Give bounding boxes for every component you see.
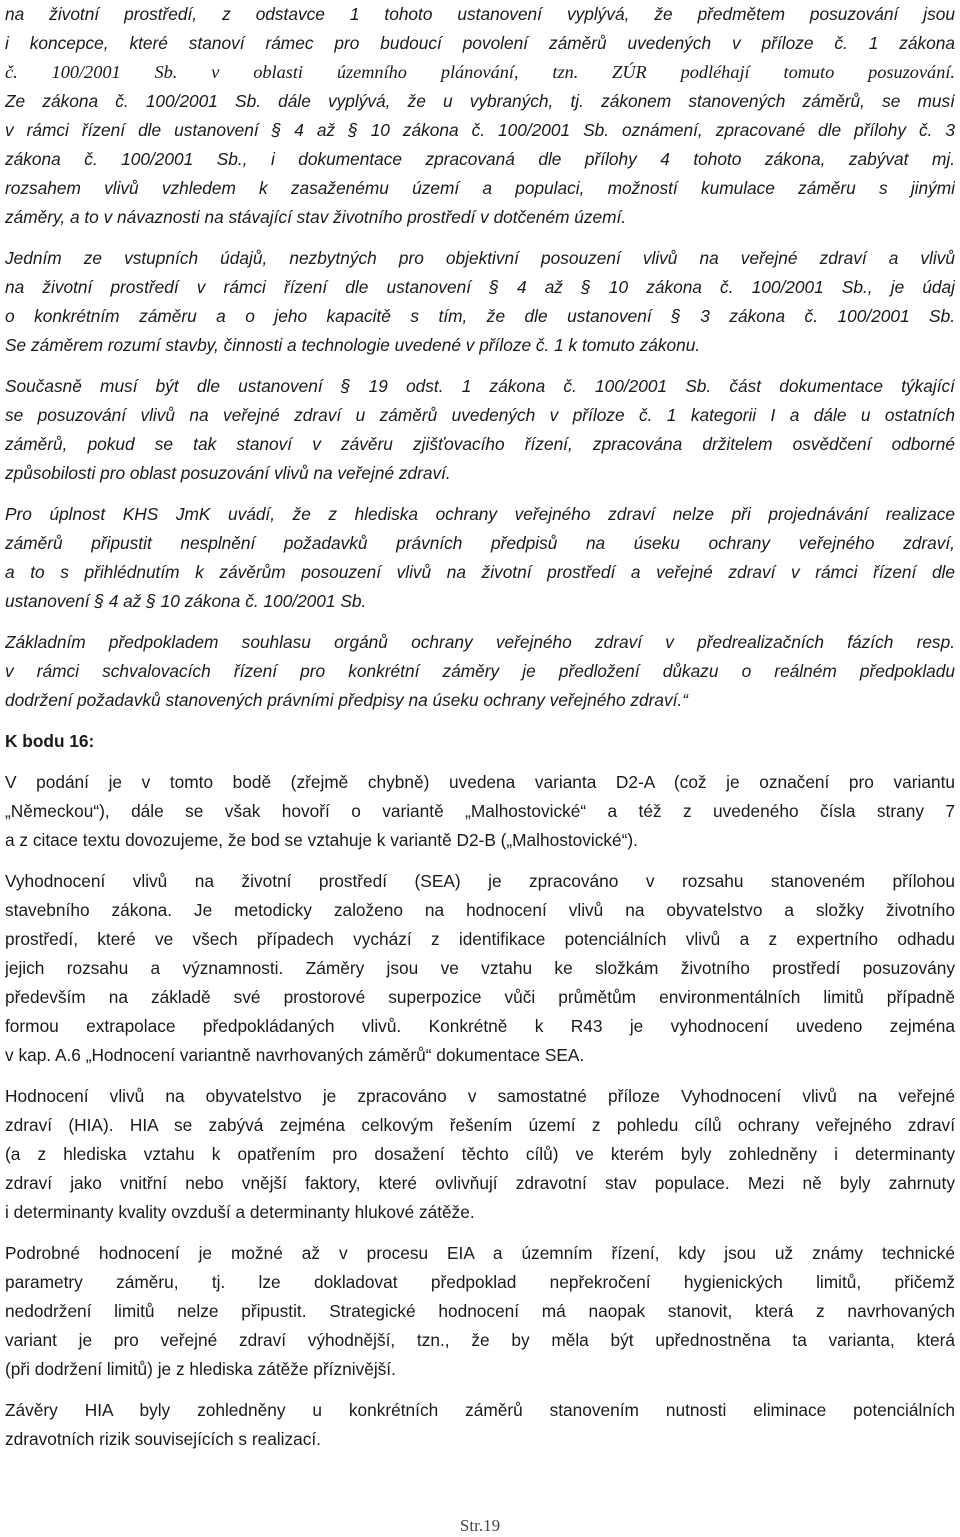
text-run: Pro úplnost KHS JmK uvádí, že z hlediska ochrany veřejného zdraví nelze při projednávání realizace xyxy=(5,504,955,524)
text-line xyxy=(5,145,955,174)
text-run: Ze zákona č. 100/2001 Sb. dále vyplývá, že u vybraných, tj. zákonem stanovených záměrů, se musí xyxy=(5,91,955,111)
text-line xyxy=(5,1425,955,1454)
text-line xyxy=(5,273,955,302)
text-line xyxy=(5,116,955,145)
text-line xyxy=(5,628,955,657)
text-line xyxy=(5,983,955,1012)
text-run: Současně musí být dle ustanovení § 19 odst. 1 zákona č. 100/2001 Sb. část dokumentace týkající xyxy=(5,376,955,396)
document-body xyxy=(5,0,955,1454)
paragraph xyxy=(5,628,955,715)
text-line xyxy=(5,302,955,331)
text-line xyxy=(5,1355,955,1384)
text-line xyxy=(5,174,955,203)
text-run: v kap. A.6 „Hodnocení variantně navrhovaných záměrů“ dokumentace SEA. xyxy=(5,1045,585,1065)
text-line xyxy=(5,686,955,715)
text-line xyxy=(5,954,955,983)
text-run: Jedním ze vstupních údajů, nezbytných pro objektivní posouzení vlivů na veřejné zdraví a vlivů xyxy=(5,248,955,268)
text-line xyxy=(5,867,955,896)
text-run: i koncepce, které stanoví rámec pro budoucí povolení záměrů uvedených v příloze č. 1 zákona xyxy=(5,33,955,53)
text-run: Se záměrem rozumí stavby, činnosti a technologie uvedené v příloze č. 1 k tomuto zákonu. xyxy=(5,335,701,355)
text-run: prostředí, které ve všech případech vychází z identifikace potenciálních vlivů a z expertního odhadu xyxy=(5,929,955,949)
text-run: nedodržení limitů nelze připustit. Strategické hodnocení má naopak stanovit, která z navrhovaných xyxy=(5,1301,955,1321)
text-line xyxy=(5,1297,955,1326)
text-run: stavebního zákona. Je metodicky založeno na hodnocení vlivů na obyvatelstvo a složky životního xyxy=(5,900,955,920)
text-line xyxy=(5,430,955,459)
paragraph xyxy=(5,1082,955,1227)
text-run: Vyhodnocení vlivů na životní prostředí (SEA) je zpracováno v rozsahu stanoveném přílohou xyxy=(5,871,955,891)
text-run: v rámci schvalovacích řízení pro konkrétní záměry je předložení důkazu o reálném předpokladu xyxy=(5,661,955,681)
text-line xyxy=(5,87,955,116)
text-run: na životní prostředí, z odstavce 1 tohoto ustanovení vyplývá, že předmětem posuzování jsou xyxy=(5,4,955,24)
paragraph xyxy=(5,1239,955,1384)
text-run: se posuzování vlivů na veřejné zdraví u záměrů uvedených v příloze č. 1 kategorii I a dále u ostatních xyxy=(5,405,955,425)
text-run: V podání je v tomto bodě (zřejmě chybně) uvedena varianta D2-A (což je označení pro variantu xyxy=(5,772,955,792)
text-run: zákona č. 100/2001 Sb., i dokumentace zpracovaná dle přílohy 4 tohoto zákona, zabývat mj. xyxy=(5,149,955,169)
text-line xyxy=(5,331,955,360)
paragraph xyxy=(5,372,955,488)
text-run: ustanovení § 4 až § 10 zákona č. 100/2001 Sb. xyxy=(5,591,367,611)
text-line xyxy=(5,1169,955,1198)
text-run: (při dodržení limitů) je z hlediska zátěže příznivější. xyxy=(5,1359,396,1379)
text-run: v rámci řízení dle ustanovení § 4 až § 10 zákona č. 100/2001 Sb. oznámení, zpracované dle přílohy č. 3 xyxy=(5,120,955,140)
text-line xyxy=(5,797,955,826)
paragraph xyxy=(5,0,955,232)
text-line xyxy=(5,1082,955,1111)
text-line xyxy=(5,1012,955,1041)
text-line xyxy=(5,558,955,587)
paragraph xyxy=(5,867,955,1070)
paragraph xyxy=(5,727,955,756)
text-line xyxy=(5,1239,955,1268)
text-run: především na základě své prostorové superpozice vůči průmětům environmentálních limitů případně xyxy=(5,987,955,1007)
text-line xyxy=(5,925,955,954)
text-run: záměry, a to v návaznosti na stávající stav životního prostředí v dotčeném území. xyxy=(5,207,627,227)
text-run: záměrů připustit nesplnění požadavků právních předpisů na úseku ochrany veřejného zdraví, xyxy=(5,533,955,553)
text-run: Hodnocení vlivů na obyvatelstvo je zpracováno v samostatné příloze Vyhodnocení vlivů na veřejné xyxy=(5,1086,955,1106)
text-line xyxy=(5,587,955,616)
text-line xyxy=(5,244,955,273)
text-run: dodržení požadavků stanovených právními předpisy na úseku ochrany veřejného zdraví.“ xyxy=(5,690,688,710)
text-run: způsobilosti pro oblast posuzování vlivů na veřejné zdraví. xyxy=(5,463,451,483)
text-run: a z citace textu dovozujeme, že bod se vztahuje k variantě D2-B („Malhostovické“). xyxy=(5,830,638,850)
text-line xyxy=(5,203,955,232)
text-line xyxy=(5,826,955,855)
text-run: Základním předpokladem souhlasu orgánů ochrany veřejného zdraví v předrealizačních fázích resp. xyxy=(5,632,955,652)
text-line xyxy=(5,29,955,58)
text-line xyxy=(5,500,955,529)
document-page xyxy=(5,0,955,1454)
text-run: (a z hlediska vztahu k opatřením pro dosažení těchto cílů) ve kterém byly zohledněny i determinanty xyxy=(5,1144,955,1164)
text-line xyxy=(5,657,955,686)
text-line xyxy=(5,372,955,401)
text-run: variant je pro veřejné zdraví výhodnější, tzn., že by měla být upřednostněna ta varianta, která xyxy=(5,1330,955,1350)
text-line xyxy=(5,1396,955,1425)
text-run: Podrobné hodnocení je možné až v procesu EIA a územním řízení, kdy jsou už známy technické xyxy=(5,1243,955,1263)
text-run: formou extrapolace předpokládaných vlivů. Konkrétně k R43 je vyhodnocení uvedeno zejména xyxy=(5,1016,955,1036)
text-run: zdraví jako vnitřní nebo vnější faktory, které ovlivňují zdravotní stav populace. Mezi ně byly zahrnuty xyxy=(5,1173,955,1193)
text-run: na životní prostředí v rámci řízení dle ustanovení § 4 až § 10 zákona č. 100/2001 Sb., je údaj xyxy=(5,277,955,297)
text-run: jejich rozsahu a významnosti. Záměry jsou ve vztahu ke složkám životního prostředí posuzovány xyxy=(5,958,955,978)
text-line xyxy=(5,1041,955,1070)
text-run: „Německou“), dále se však hovoří o variantě „Malhostovické“ a též z uvedeného čísla strany 7 xyxy=(5,801,955,821)
text-line xyxy=(5,1140,955,1169)
text-line xyxy=(5,1326,955,1355)
paragraph xyxy=(5,244,955,360)
paragraph xyxy=(5,768,955,855)
paragraph xyxy=(5,500,955,616)
text-line xyxy=(5,727,955,756)
text-line xyxy=(5,768,955,797)
paragraph xyxy=(5,1396,955,1454)
text-run: zdraví (HIA). HIA se zabývá zejména celkovým řešením území z pohledu cílů ochrany veřejného zdraví xyxy=(5,1115,955,1135)
text-run: i determinanty kvality ovzduší a determinanty hlukové zátěže. xyxy=(5,1202,475,1222)
text-run: parametry záměru, tj. lze dokladovat předpoklad nepřekročení hygienických limitů, přičemž xyxy=(5,1272,955,1292)
text-line xyxy=(5,0,955,29)
page-number: Str.19 xyxy=(459,1516,501,1535)
text-run: Závěry HIA byly zohledněny u konkrétních záměrů stanovením nutnosti eliminace potenciálních xyxy=(5,1400,955,1420)
text-line xyxy=(5,459,955,488)
text-line xyxy=(5,1111,955,1140)
text-run: záměrů, pokud se tak stanoví v závěru zjišťovacího řízení, zpracována držitelem osvědčení odborné xyxy=(5,434,955,454)
text-line xyxy=(5,529,955,558)
text-run: zdravotních rizik souvisejících s realizací. xyxy=(5,1429,321,1449)
text-line xyxy=(5,58,955,87)
text-run: K bodu 16: xyxy=(5,731,95,751)
text-line xyxy=(5,1198,955,1227)
text-line xyxy=(5,896,955,925)
text-run: o konkrétním záměru a o jeho kapacitě s tím, že dle ustanovení § 3 zákona č. 100/2001 Sb. xyxy=(5,306,955,326)
text-run: a to s přihlédnutím k závěrům posouzení vlivů na životní prostředí a veřejné zdraví v rámci řízení dle xyxy=(5,562,955,582)
text-line xyxy=(5,1268,955,1297)
text-run: č. 100/2001 Sb. v oblasti územního plánování, tzn. ZÚR podléhají tomuto posuzování. xyxy=(5,62,955,82)
text-line xyxy=(5,401,955,430)
text-run: rozsahem vlivů vzhledem k zasaženému území a populaci, možností kumulace záměru s jinými xyxy=(5,178,955,198)
